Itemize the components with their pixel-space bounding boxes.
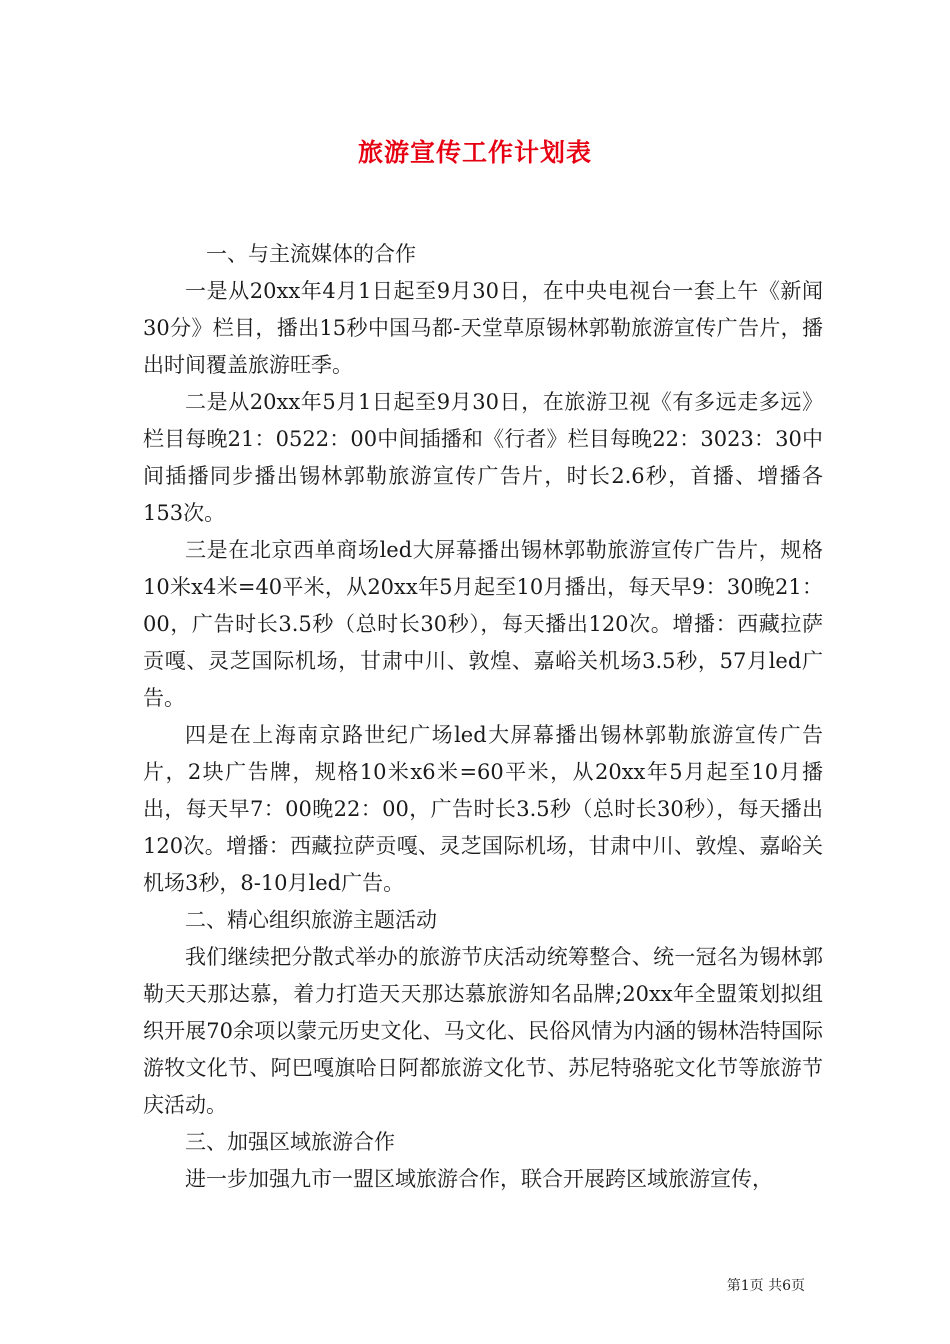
paragraph-1: 一是从20xx年4月1日起至9月30日，在中央电视台一套上午《新闻30分》栏目，播出15秒中国马都-天堂草原锡林郭勒旅游宣传广告片，播出时间覆盖旅游旺季。 [143, 279, 823, 377]
section-heading-1: 一、与主流媒体的合作 [206, 242, 416, 266]
page-title: 旅游宣传工作计划表 [357, 138, 592, 167]
section-heading-3: 三、加强区域旅游合作 [185, 1130, 395, 1154]
paragraph-5: 我们继续把分散式举办的旅游节庆活动统筹整合、统一冠名为锡林郭勒天天那达慕，着力打造天天那达慕旅游知名品牌;20xx年全盟策划拟组织开展70余项以蒙元历史文化、马文化、民俗风情为内涵的锡林浩特国际游牧文化节、阿巴嘎旗哈日阿都旅游文化节、苏尼特骆驼文化节等旅游节庆活动。 [143, 945, 823, 1117]
paragraph-3: 三是在北京西单商场led大屏幕播出锡林郭勒旅游宣传广告片，规格10米x4米=40平米，从20xx年5月起至10月播出，每天早9：30晚21：00，广告时长3.5秒（总时长30秒），每天播出120次。增播：西藏拉萨贡嘎、灵芝国际机场，甘肃中川、敦煌、嘉峪关机场3.5秒，57月led广告。 [143, 538, 823, 710]
paragraph-4: 四是在上海南京路世纪广场led大屏幕播出锡林郭勒旅游宣传广告片，2块广告牌，规格10米x6米=60平米，从20xx年5月起至10月播出，每天早7：00晚22：00，广告时长3.5秒（总时长30秒），每天播出120次。增播：西藏拉萨贡嘎、灵芝国际机场，甘肃中川、敦煌、嘉峪关机场3秒，8-10月led广告。 [143, 723, 823, 895]
document-body [143, 236, 823, 1198]
page-number: 第1页 共6页 [726, 1278, 805, 1294]
section-heading-2: 二、精心组织旅游主题活动 [185, 908, 437, 932]
paragraph-2: 二是从20xx年5月1日起至9月30日，在旅游卫视《有多远走多远》栏目每晚21：0522：00中间插播和《行者》栏目每晚22：3023：30中间插播同步播出锡林郭勒旅游宣传广告片，时长2.6秒，首播、增播各153次。 [143, 390, 823, 525]
paragraph-6: 进一步加强九市一盟区域旅游合作，联合开展跨区域旅游宣传， [185, 1167, 773, 1191]
